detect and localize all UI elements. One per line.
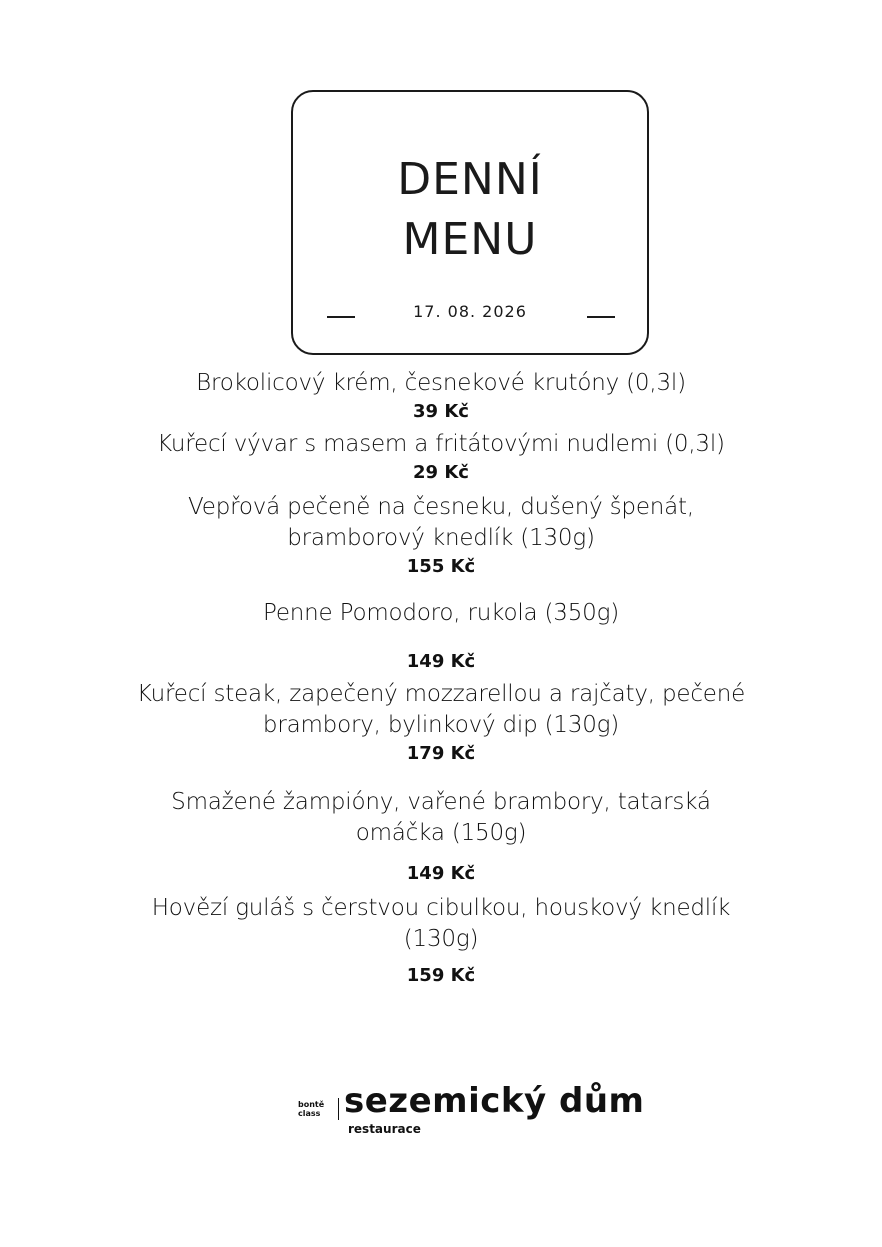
dish-price: 159 Kč <box>406 965 476 986</box>
menu-header-box <box>291 90 649 355</box>
menu-item <box>0 492 882 580</box>
dish-name: Vepřová pečeně na česneku, dušený špenát, bramborový knedlík (130g) <box>188 494 694 551</box>
dish-price: 29 Kč <box>413 462 469 483</box>
dish-price: 149 Kč <box>406 863 476 884</box>
dish-name: Kuřecí steak, zapečený mozzarellou a rajčaty, pečené brambory, bylinkový dip (130g) <box>136 681 746 738</box>
dish-price: 179 Kč <box>406 743 476 764</box>
dish-price: 149 Kč <box>406 651 476 672</box>
menu-date: 17. 08. 2026 <box>413 302 527 321</box>
menu-list <box>0 368 882 989</box>
logo-brand-top: bontě <box>298 1100 325 1109</box>
logo-brand-small <box>298 1100 324 1118</box>
dish-name: Smažené žampióny, vařené brambory, tatarská omáčka (150g) <box>171 789 711 846</box>
dish-name: Penne Pomodoro, rukola (350g) <box>263 600 619 626</box>
dish-price: 155 Kč <box>406 556 476 577</box>
menu-item <box>0 368 882 425</box>
dish-name: Kuřecí vývar s masem a fritátovými nudlemi (0,3l) <box>157 431 725 457</box>
title-line-2: MENU <box>402 214 538 265</box>
logo-divider <box>338 1098 339 1120</box>
menu-item <box>0 429 882 486</box>
menu-item <box>0 893 882 989</box>
dish-price: 39 Kč <box>413 401 469 422</box>
menu-item <box>0 679 882 767</box>
dish-name: Brokolicový krém, česnekové krutóny (0,3l) <box>196 370 686 396</box>
logo-subtitle: restaurace <box>348 1122 421 1136</box>
menu-item <box>0 598 882 675</box>
dish-name: Hovězí guláš s čerstvou cibulkou, houskový knedlík (130g) <box>151 895 731 952</box>
title-line-1: DENNÍ <box>397 154 543 205</box>
logo-brand-bottom: class <box>298 1109 321 1118</box>
restaurant-logo <box>298 1081 658 1138</box>
logo-name: sezemický dům <box>344 1081 645 1121</box>
date-dash-right <box>587 316 615 318</box>
menu-item <box>0 787 882 887</box>
